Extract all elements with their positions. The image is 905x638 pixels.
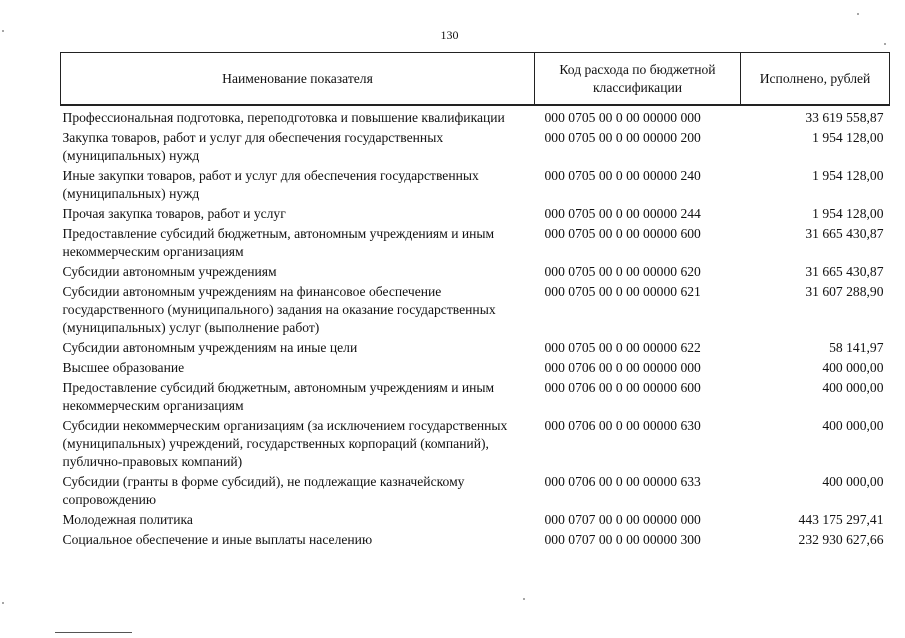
row-code: 000 0705 00 0 00 00000 620 xyxy=(544,264,701,279)
budget-execution-table xyxy=(60,52,890,551)
header-budget-code: Код расхода по бюджетной классификации xyxy=(535,53,741,106)
header-executed-amount: Исполнено, рублей xyxy=(741,53,890,106)
row-name: Закупка товаров, работ и услуг для обеспечения государственных (муниципальных) нужд xyxy=(62,130,444,163)
row-code: 000 0705 00 0 00 00000 244 xyxy=(544,206,701,221)
row-code: 000 0707 00 0 00 00000 300 xyxy=(544,532,701,547)
row-code: 000 0705 00 0 00 00000 621 xyxy=(544,284,701,299)
row-amount: 1 954 128,00 xyxy=(812,168,884,183)
row-amount: 1 954 128,00 xyxy=(812,130,884,145)
row-code: 000 0706 00 0 00 00000 633 xyxy=(544,474,701,489)
table-row xyxy=(61,105,890,129)
scan-speck xyxy=(884,43,886,45)
table-body xyxy=(61,105,890,551)
row-name: Иные закупки товаров, работ и услуг для обеспечения государственных (муниципальных) нужд xyxy=(62,168,479,201)
row-amount: 1 954 128,00 xyxy=(812,206,884,221)
row-amount: 400 000,00 xyxy=(822,418,884,433)
scan-speck xyxy=(523,598,525,600)
row-name: Субсидии некоммерческим организациям (за исключением государственных (муниципальных) учреждений, государственных корпораций (компаний), публично-правовых компаний) xyxy=(62,418,508,469)
row-name: Субсидии (гранты в форме субсидий), не подлежащие казначейскому сопровождению xyxy=(62,474,465,507)
row-amount: 31 665 430,87 xyxy=(805,264,884,279)
page-number: 130 xyxy=(440,28,459,42)
table-row xyxy=(61,129,890,167)
scan-speck xyxy=(2,30,4,32)
header-indicator-name: Наименование показателя xyxy=(61,53,535,106)
row-name: Прочая закупка товаров, работ и услуг xyxy=(62,206,286,221)
table-row xyxy=(61,359,890,379)
table-row xyxy=(61,283,890,339)
row-code: 000 0705 00 0 00 00000 000 xyxy=(544,110,701,125)
row-name: Субсидии автономным учреждениям на финансовое обеспечение государственного (муниципального) задания на оказание государственных (муниципальных) услуг (выполнение работ) xyxy=(62,284,496,335)
row-name: Предоставление субсидий бюджетным, автономным учреждениям и иным некоммерческим организациям xyxy=(62,226,495,259)
footnote-divider xyxy=(55,632,132,633)
table-row xyxy=(61,225,890,263)
row-amount: 31 665 430,87 xyxy=(805,226,884,241)
row-name: Субсидии автономным учреждениям на иные цели xyxy=(62,340,358,355)
row-name: Субсидии автономным учреждениям xyxy=(62,264,277,279)
row-code: 000 0706 00 0 00 00000 000 xyxy=(544,360,701,375)
row-code: 000 0705 00 0 00 00000 622 xyxy=(544,340,701,355)
table-row xyxy=(61,417,890,473)
row-name: Социальное обеспечение и иные выплаты населению xyxy=(62,532,373,547)
table-row xyxy=(61,205,890,225)
row-amount: 232 930 627,66 xyxy=(798,532,884,547)
table-row xyxy=(61,511,890,531)
row-name: Профессиональная подготовка, переподготовка и повышение квалификации xyxy=(62,110,505,125)
row-code: 000 0705 00 0 00 00000 240 xyxy=(544,168,701,183)
row-amount: 58 141,97 xyxy=(829,340,884,355)
table-row xyxy=(61,263,890,283)
row-amount: 33 619 558,87 xyxy=(805,110,884,125)
scan-speck xyxy=(2,602,4,604)
table-row xyxy=(61,473,890,511)
row-code: 000 0706 00 0 00 00000 630 xyxy=(544,418,701,433)
row-code: 000 0707 00 0 00 00000 000 xyxy=(544,512,701,527)
row-amount: 31 607 288,90 xyxy=(805,284,884,299)
row-code: 000 0705 00 0 00 00000 200 xyxy=(544,130,701,145)
table-row xyxy=(61,339,890,359)
row-amount: 400 000,00 xyxy=(822,360,884,375)
table-row xyxy=(61,167,890,205)
table-row xyxy=(61,531,890,551)
table-header xyxy=(61,53,890,106)
row-amount: 400 000,00 xyxy=(822,474,884,489)
row-name: Предоставление субсидий бюджетным, автономным учреждениям и иным некоммерческим организациям xyxy=(62,380,495,413)
table-row xyxy=(61,379,890,417)
scan-speck xyxy=(857,13,859,15)
row-amount: 400 000,00 xyxy=(822,380,884,395)
row-name: Молодежная политика xyxy=(62,512,193,527)
row-code: 000 0705 00 0 00 00000 600 xyxy=(544,226,701,241)
table-header-row xyxy=(61,53,890,106)
row-amount: 443 175 297,41 xyxy=(798,512,884,527)
row-name: Высшее образование xyxy=(62,360,185,375)
row-code: 000 0706 00 0 00 00000 600 xyxy=(544,380,701,395)
